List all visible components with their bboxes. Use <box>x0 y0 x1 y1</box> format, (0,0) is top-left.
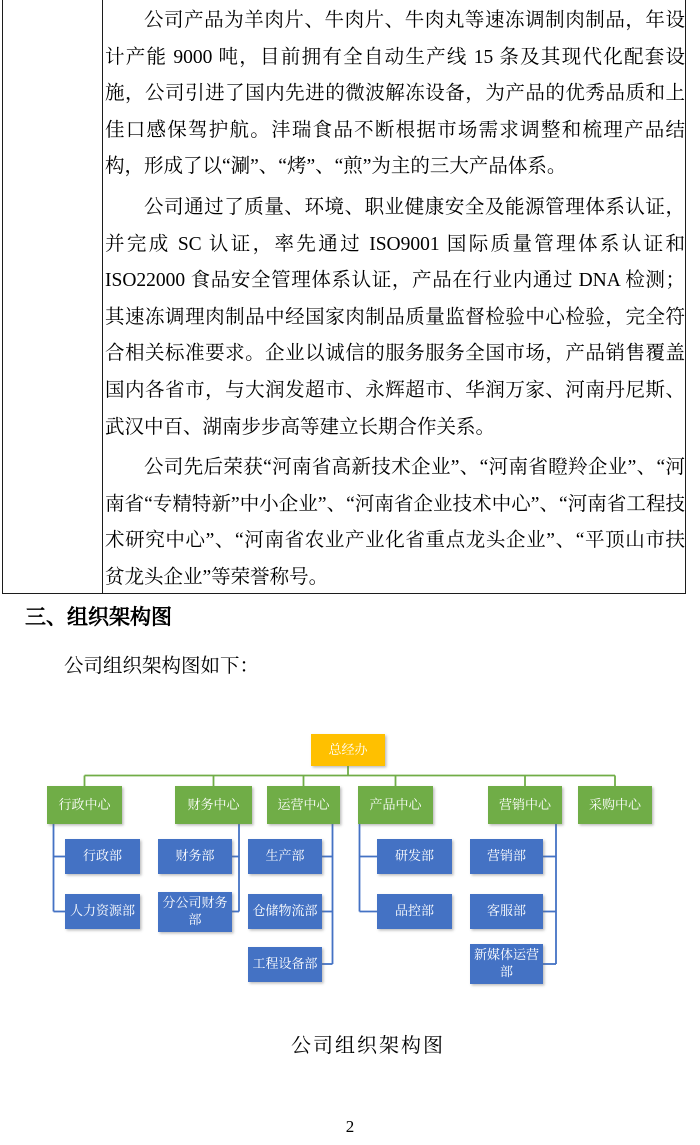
org-center-box: 产品中心 <box>358 786 433 824</box>
org-dept-box: 分公司财务部 <box>158 892 232 932</box>
org-dept-box: 行政部 <box>65 839 140 874</box>
org-center-box: 行政中心 <box>47 786 122 824</box>
org-center-box: 营销中心 <box>488 786 562 824</box>
org-dept-box: 生产部 <box>248 839 322 874</box>
org-center-box: 采购中心 <box>578 786 652 824</box>
org-dept-box: 品控部 <box>377 894 452 929</box>
org-dept-box: 仓储物流部 <box>248 894 322 929</box>
org-root-box: 总经办 <box>311 734 385 766</box>
page-number: 2 <box>345 1117 355 1136</box>
org-dept-box: 人力资源部 <box>65 894 140 929</box>
section-intro: 公司组织架构图如下： <box>64 656 260 677</box>
org-dept-box: 营销部 <box>470 839 543 874</box>
org-dept-box: 财务部 <box>158 839 232 874</box>
paragraph-certifications: 公司通过了质量、环境、职业健康安全及能源管理体系认证，并完成 SC 认证，率先通过 ISO9001 国际质量管理体系认证和 ISO22000 食品安全管理体系认证，产品在行业内通过 DNA 检测；其速冻调理肉制品中经国家肉制品质量监督检验中心检验，完全符合相关标准要求。企业以诚信的服务服务全国市场，产品销售覆盖国内各省市，与大润发超市、永辉超市、华润万家、河南丹尼斯、武汉中百、湖南步步高等建立长期合作关系。 <box>105 196 685 438</box>
paragraph-products: 公司产品为羊肉片、牛肉片、牛肉丸等速冻调制肉制品，年设计产能 9000 吨，目前拥有全自动生产线 15 条及其现代化配套设施，公司引进了国内先进的微波解冻设备，为产品的优秀品质和上佳口感保驾护航。沣瑞食品不断根据市场需求调整和梳理产品结构，形成了以“涮”、“烤”、“煎”为主的三大产品体系。 <box>105 10 685 178</box>
figure-caption: 公司组织架构图 <box>291 1035 445 1057</box>
org-center-box: 财务中心 <box>175 786 252 824</box>
org-dept-box: 新媒体运营部 <box>470 944 543 984</box>
org-center-box: 运营中心 <box>267 786 340 824</box>
paragraph-honors: 公司先后荣获“河南省高新技术企业”、“河南省瞪羚企业”、“河南省“专精特新”中小企业”、“河南省企业技术中心”、“河南省工程技术研究中心”、“河南省农业产业化省重点龙头企业”、“平顶山市扶贫龙头企业”等荣誉称号。 <box>105 457 685 588</box>
org-dept-box: 工程设备部 <box>248 947 322 982</box>
section-heading: 三、组织架构图 <box>25 606 172 629</box>
org-dept-box: 客服部 <box>470 894 543 929</box>
org-dept-box: 研发部 <box>377 839 452 874</box>
